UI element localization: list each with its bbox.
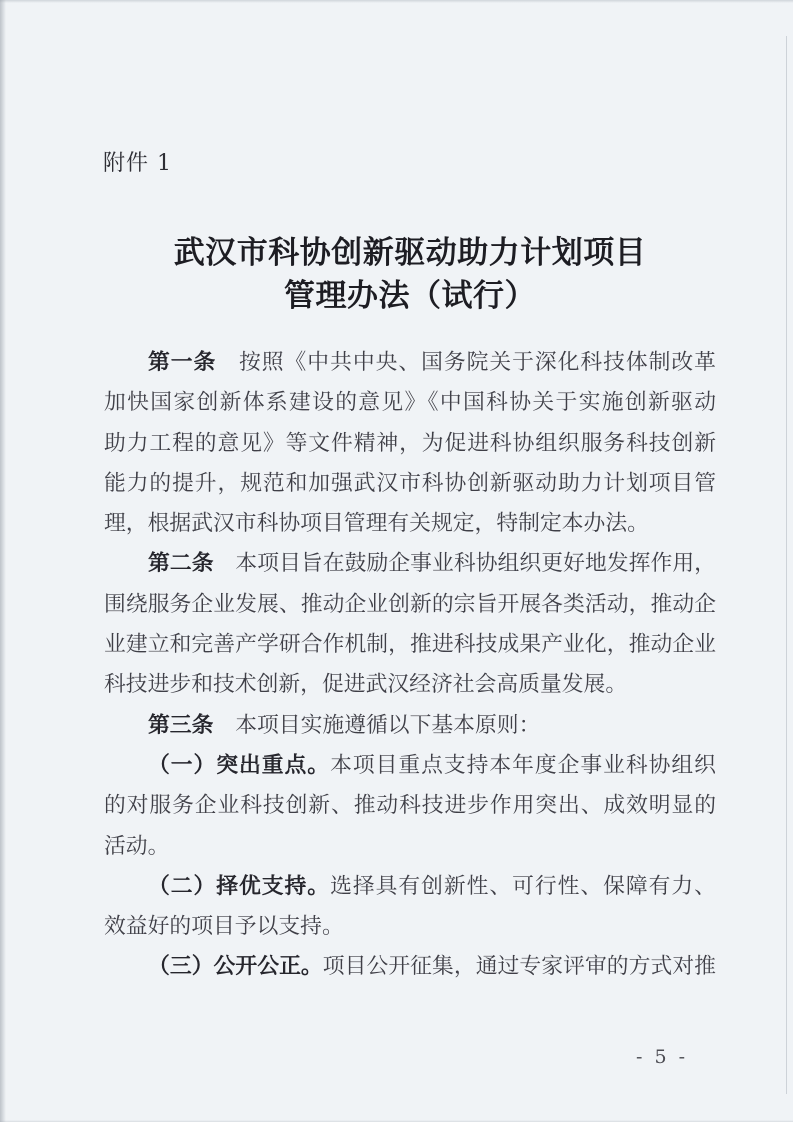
text-line	[104, 827, 716, 867]
body-text: 助力工程的意见》等文件精神，为促进科协组织服务科技创新	[104, 430, 716, 456]
emphasis-text: 第三条	[148, 712, 214, 738]
text-line	[104, 786, 716, 826]
text-line	[104, 343, 716, 383]
paper-left-edge-shadow	[0, 0, 6, 1122]
text-line	[104, 424, 716, 464]
text-line	[104, 746, 716, 786]
body-text: 业建立和完善产学研合作机制，推进科技成果产业化，推动企业	[104, 632, 716, 658]
text-line	[104, 706, 716, 746]
text-line	[104, 504, 716, 544]
emphasis-text: （一）突出重点。	[148, 752, 331, 778]
paper-right-edge-line	[786, 36, 787, 1094]
text-line	[104, 585, 716, 625]
document-title-line-1: 武汉市科协创新驱动助力计划项目	[173, 235, 647, 271]
text-line	[104, 625, 716, 665]
text-line	[104, 464, 716, 504]
body-text: 本项目实施遵循以下基本原则：	[213, 712, 541, 738]
body-text: 科技进步和技术创新，促进武汉经济社会高质量发展。	[104, 672, 628, 698]
body-text: 围绕服务企业发展、推动企业创新的宗旨开展各类活动，推动企	[104, 591, 716, 617]
emphasis-text: （三）公开公正。	[148, 954, 323, 980]
text-line	[104, 907, 716, 947]
text-line	[104, 665, 716, 705]
body-text: 能力的提升，规范和加强武汉市科协创新驱动助力计划项目管	[104, 470, 716, 496]
body-text: 的对服务企业科技创新、推动科技进步作用突出、成效明显的	[104, 793, 716, 819]
body-text: 项目公开征集，通过专家评审的方式对推	[322, 954, 716, 980]
body-text: 加快国家创新体系建设的意见》《中国科协关于实施创新驱动	[104, 390, 716, 416]
emphasis-text: （二）择优支持。	[148, 873, 331, 899]
attachment-label: 附件 1	[103, 151, 172, 176]
body-text: 按照《中共中央、国务院关于深化科技体制改革	[216, 350, 716, 375]
paper-top-edge-shadow	[0, 0, 793, 3]
body-text: 理，根据武汉市科协项目管理有关规定，特制定本办法。	[104, 511, 649, 537]
document-title-line-2: 管理办法（试行）	[284, 278, 536, 314]
body-text: 选择具有创新性、可行性、保障有力、	[330, 873, 716, 899]
text-line	[104, 867, 716, 907]
body-text: 效益好的项目予以支持。	[104, 914, 344, 940]
body-text: 活动。	[104, 833, 170, 859]
body-text: 本项目重点支持本年度企事业科协组织	[330, 752, 716, 778]
page-number: - 5 -	[636, 1046, 689, 1068]
body-text: 本项目旨在鼓励企事业科协组织更好地发挥作用，	[213, 551, 716, 577]
text-line	[104, 383, 716, 423]
emphasis-text: 第一条	[148, 350, 217, 375]
document-title	[104, 232, 716, 318]
text-line	[104, 947, 716, 987]
text-line	[104, 544, 716, 584]
document-body	[104, 343, 716, 988]
emphasis-text: 第二条	[148, 551, 214, 577]
